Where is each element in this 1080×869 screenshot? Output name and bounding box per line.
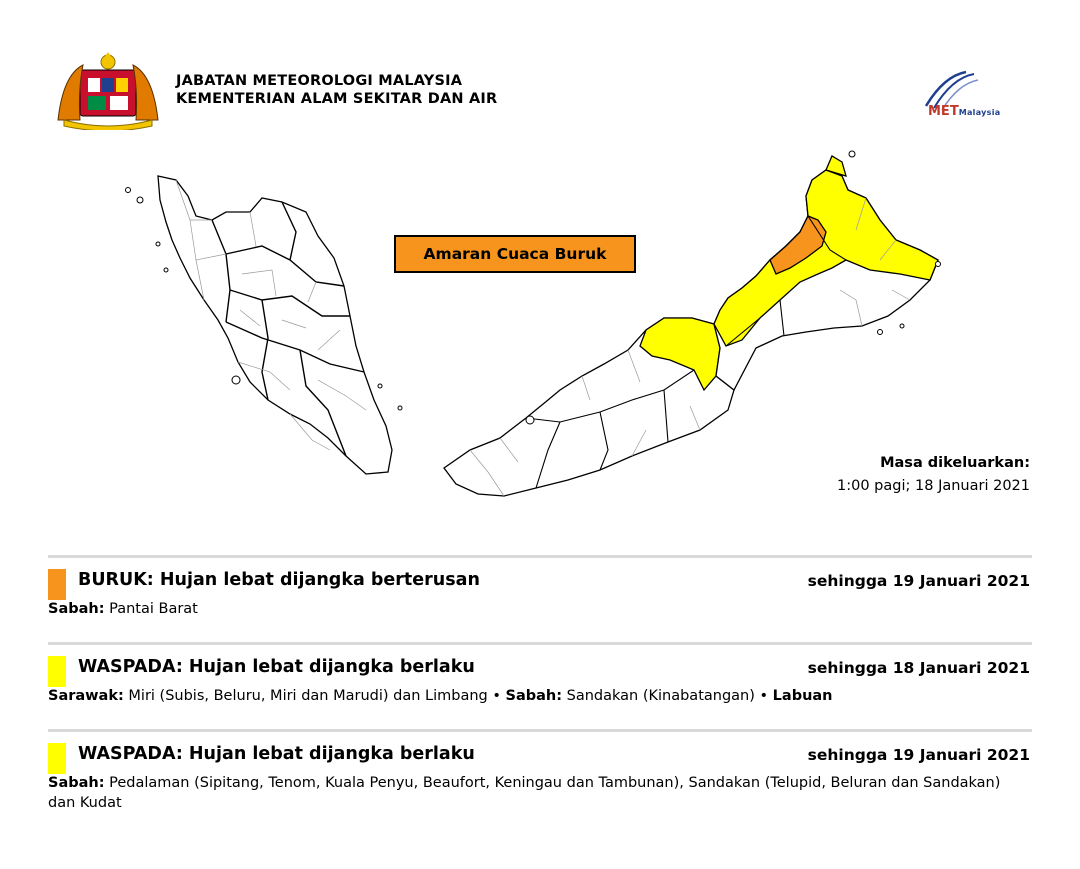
warning-headline: WASPADA: Hujan lebat dijangka berlaku: [78, 744, 475, 764]
area-places: Pantai Barat: [104, 601, 198, 617]
warning-item: [48, 555, 1032, 625]
state-name: Sabah:: [505, 688, 563, 704]
warning-areas: [48, 768, 1032, 819]
warning-areas: [48, 681, 1032, 712]
org-line-1: JABATAN METEOROLOGI MALAYSIA: [176, 73, 463, 89]
warning-list: [48, 555, 1032, 836]
header: [48, 50, 1038, 130]
state-name: Sarawak:: [48, 688, 124, 704]
warning-map-title: Amaran Cuaca Buruk: [394, 235, 636, 273]
issued-value: 1:00 pagi; 18 Januari 2021: [837, 478, 1030, 494]
coat-of-arms-icon: [48, 50, 168, 130]
met-malaysia-logo: [914, 66, 1024, 120]
warning-headline: WASPADA: Hujan lebat dijangka berlaku: [78, 657, 475, 677]
area-places: Sandakan (Kinabatangan) •: [562, 688, 773, 704]
warning-level-bar: [48, 656, 66, 687]
warning-until: sehingga 18 Januari 2021: [807, 659, 1030, 677]
area-places: Pedalaman (Sipitang, Tenom, Kuala Penyu, Beaufort, Keningau dan Tambunan), Sandakan (Telupid, Beluran dan Sandakan) dan Kudat: [48, 775, 1001, 811]
warning-item: [48, 729, 1032, 819]
warning-headline: BURUK: Hujan lebat dijangka berterusan: [78, 570, 480, 590]
warning-until: sehingga 19 Januari 2021: [807, 746, 1030, 764]
peninsula-outline: [158, 176, 392, 474]
organization-name: [176, 72, 497, 108]
state-name: Labuan: [772, 688, 833, 704]
issued-time: [837, 452, 1030, 498]
warning-item: [48, 642, 1032, 712]
state-name: Sabah:: [48, 775, 105, 791]
peninsular-malaysia: [158, 176, 392, 474]
issued-label: Masa dikeluarkan:: [880, 455, 1030, 471]
area-places: Miri (Subis, Beluru, Miri dan Marudi) dan Limbang •: [123, 688, 506, 704]
met-logo-text: METMalaysia: [928, 104, 1001, 119]
warning-level-bar: [48, 743, 66, 774]
org-line-2: KEMENTERIAN ALAM SEKITAR DAN AIR: [176, 91, 498, 107]
warning-areas: [48, 594, 1032, 625]
warning-until: sehingga 19 Januari 2021: [807, 572, 1030, 590]
warning-level-bar: [48, 569, 66, 600]
east-malaysia: [444, 156, 938, 496]
state-name: Sabah:: [48, 601, 105, 617]
